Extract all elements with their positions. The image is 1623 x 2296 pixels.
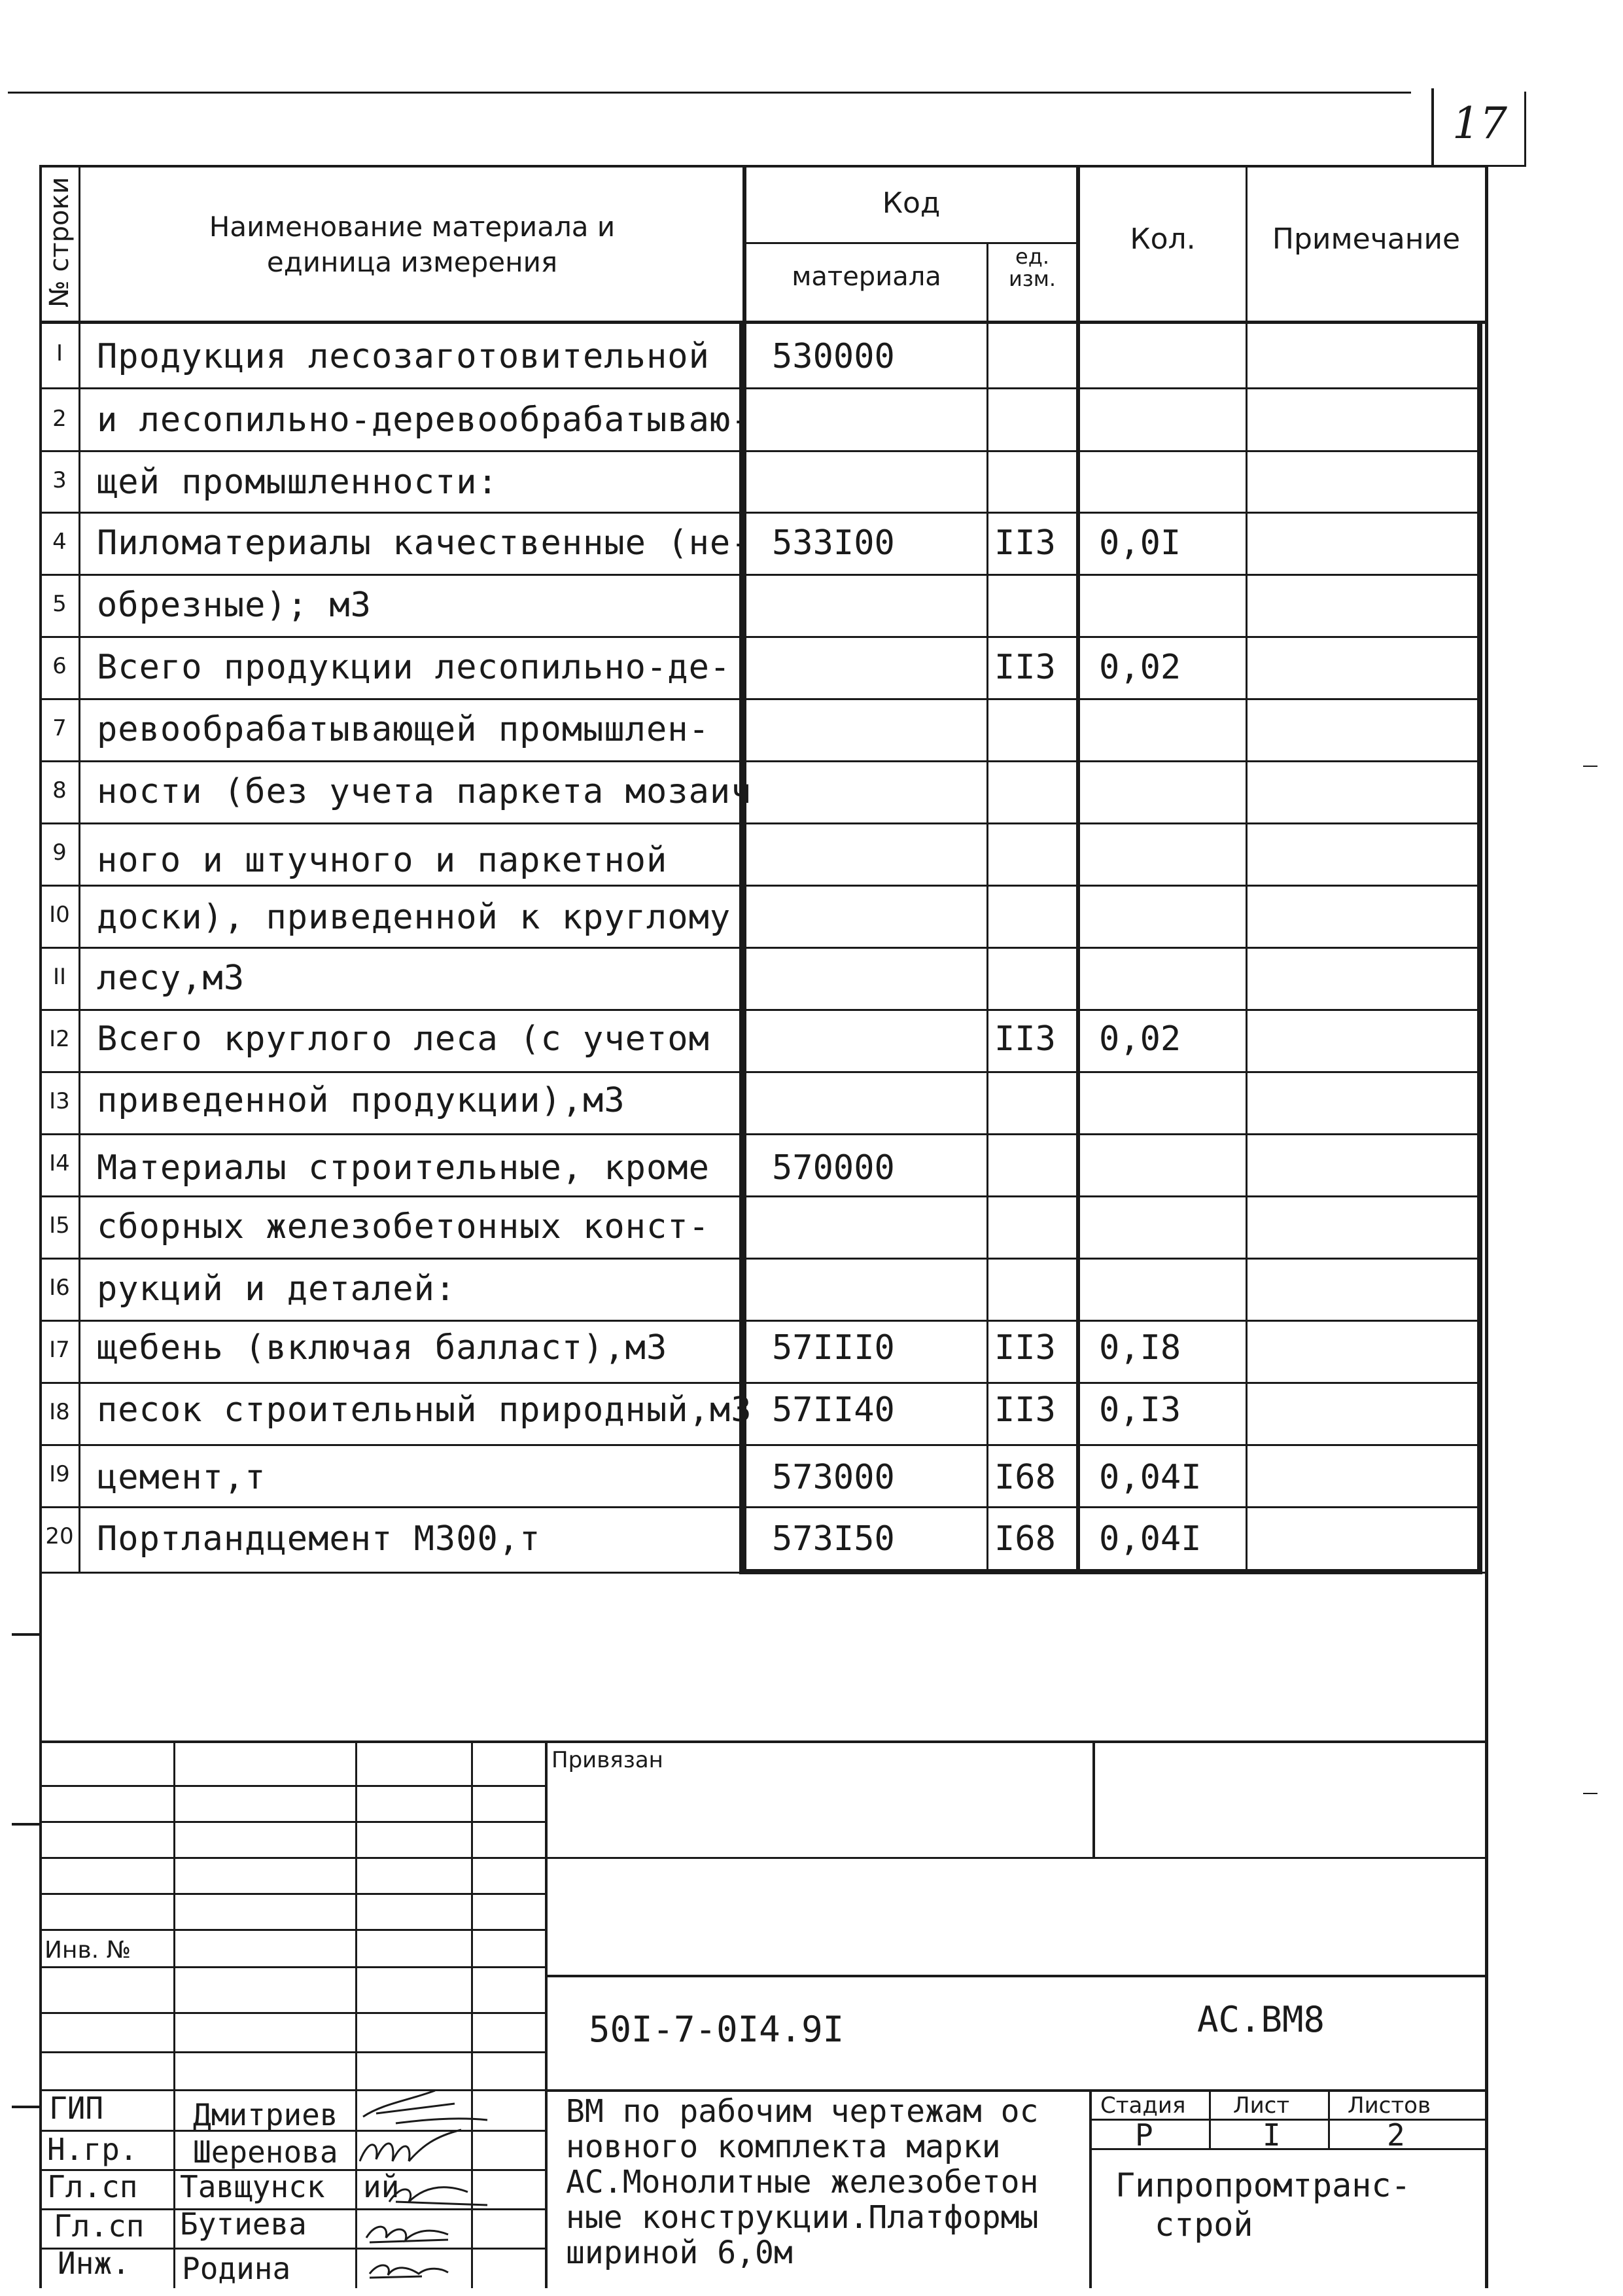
row-number: 2 <box>52 406 67 432</box>
sheet-label: Лист <box>1233 2093 1290 2119</box>
row-number: II <box>52 964 67 990</box>
row-qty: 0,0I <box>1099 523 1181 563</box>
description-line: ВМ по рабочим чертежам ос <box>566 2093 1039 2130</box>
row-name: ного и штучного и паркетной <box>97 841 668 880</box>
row-line <box>39 1382 1478 1384</box>
row-line <box>39 512 1478 514</box>
row-name: Пиломатериалы качественные (не- <box>97 523 752 563</box>
row-code: 573I50 <box>772 1519 895 1559</box>
row-name: песок строительный природный,м3 <box>97 1390 752 1430</box>
organization-line: Гипропромтранс- <box>1115 2166 1411 2204</box>
row-line <box>39 387 1478 389</box>
doc-code: 50I-7-0I4.9I <box>589 2009 845 2050</box>
row-line <box>39 1258 1478 1260</box>
row-line <box>39 450 1478 452</box>
corner-divider <box>1431 88 1434 167</box>
header-code: Код <box>882 186 941 220</box>
col-sep-material <box>986 242 988 1572</box>
sheets-label: Листов <box>1348 2093 1431 2119</box>
row-line <box>39 698 1478 700</box>
tb-grid <box>39 1857 546 1859</box>
tb-line <box>545 2089 1488 2092</box>
row-qty: 0,I8 <box>1099 1328 1181 1368</box>
row-unit: I68 <box>994 1519 1056 1559</box>
row-number: I3 <box>49 1088 70 1114</box>
tb-grid <box>39 1893 546 1895</box>
stage-label: Стадия <box>1100 2093 1186 2119</box>
row-number: I8 <box>49 1399 70 1425</box>
row-line <box>39 760 1478 762</box>
row-number: 5 <box>52 591 67 617</box>
page-number: 17 <box>1452 98 1507 149</box>
drawing-mark: АС.ВМ8 <box>1197 1999 1325 2040</box>
person-role: ГИП <box>49 2091 104 2126</box>
row-code: 570000 <box>772 1148 895 1188</box>
col-sep-unit <box>1076 165 1080 1572</box>
tb-grid <box>39 2012 546 2014</box>
row-number: I6 <box>49 1275 70 1301</box>
row-number: 6 <box>52 653 67 679</box>
row-unit: II3 <box>994 1328 1056 1368</box>
description-line: шириной 6,0м <box>566 2234 793 2271</box>
row-name: цемент,т <box>97 1458 266 1497</box>
margin-tick <box>12 1633 39 1636</box>
tb-line <box>545 1975 1488 1977</box>
row-number: 8 <box>52 777 67 804</box>
row-name: лесу,м3 <box>97 959 245 998</box>
row-line <box>39 822 1478 824</box>
row-line <box>39 574 1478 576</box>
header-bottom <box>39 321 1488 324</box>
row-name: Портландцемент М300,т <box>97 1519 541 1559</box>
row-line <box>39 947 1478 949</box>
row-number: 20 <box>45 1523 74 1549</box>
person-name-continuation: ий <box>363 2169 400 2204</box>
row-name: щей промышленности: <box>97 463 498 502</box>
row-unit: I68 <box>994 1458 1056 1497</box>
header-row-no: № строки <box>44 177 75 308</box>
row-name: доски), приведенной к круглому <box>97 898 731 937</box>
row-code: 57III0 <box>772 1328 895 1368</box>
header-note: Примечание <box>1272 222 1461 256</box>
row-qty: 0,02 <box>1099 1019 1181 1059</box>
person-name: Бутиева <box>180 2206 307 2242</box>
row-code: 533I00 <box>772 523 895 563</box>
data-border-left <box>739 321 744 1572</box>
row-number: 7 <box>52 715 67 741</box>
description-line: ные конструкции.Платформы <box>566 2199 1039 2236</box>
margin-tick <box>1583 1793 1597 1794</box>
row-number: 4 <box>52 529 67 555</box>
row-line <box>39 1444 1478 1446</box>
inv-no-label: Инв. № <box>44 1937 131 1964</box>
row-unit: II3 <box>994 648 1056 687</box>
tb-col-privyazan <box>1092 1740 1095 1858</box>
row-line <box>39 1009 1478 1011</box>
frame-right <box>1485 165 1488 2288</box>
row-number: 9 <box>52 839 67 866</box>
row-number: I5 <box>49 1212 70 1239</box>
header-qty: Кол. <box>1130 222 1196 256</box>
person-name: Шеренова <box>193 2134 338 2170</box>
row-unit: II3 <box>994 523 1056 563</box>
description-line: новного комплекта марки <box>566 2128 1001 2165</box>
row-name: рукций и деталей: <box>97 1269 457 1309</box>
row-line <box>39 636 1478 638</box>
person-role: Инж. <box>58 2246 130 2281</box>
organization <box>1115 2166 1411 2244</box>
row-line <box>39 885 1478 887</box>
tb-grid <box>39 1966 546 1968</box>
row-name: обрезные); м3 <box>97 586 372 625</box>
privyazan-label: Привязан <box>551 1747 663 1773</box>
row-number: I7 <box>49 1337 70 1363</box>
row-name: и лесопильно-деревообрабатываю- <box>97 400 752 440</box>
row-name: Материалы строительные, кроме <box>97 1148 710 1188</box>
row-code: 57II40 <box>772 1390 895 1430</box>
description-line: АС.Монолитные железобетон <box>566 2164 1039 2200</box>
row-name: Всего продукции лесопильно-де- <box>97 648 731 687</box>
row-line <box>39 1071 1478 1073</box>
tb-line <box>545 1857 1488 1859</box>
row-name: Всего круглого леса (с учетом <box>97 1019 710 1059</box>
titleblock-top <box>39 1740 1488 1743</box>
person-name: Дмитриев <box>193 2097 338 2132</box>
person-name: Тавщунск <box>180 2169 325 2204</box>
margin-tick <box>1583 766 1597 767</box>
row-code: 530000 <box>772 337 895 376</box>
stage-value: Р <box>1135 2117 1153 2153</box>
person-role: Гл.сп <box>47 2169 138 2204</box>
tb-grid <box>39 1785 546 1787</box>
row-line <box>39 1320 1478 1322</box>
row-qty: 0,02 <box>1099 648 1181 687</box>
tb-grid <box>39 1821 546 1823</box>
corner-right <box>1524 92 1526 167</box>
sheet-value: I <box>1263 2117 1281 2153</box>
margin-tick <box>12 2106 39 2108</box>
table-bottom <box>39 1572 1488 1574</box>
row-line <box>39 1133 1478 1135</box>
row-name: приведенной продукции),м3 <box>97 1081 625 1120</box>
row-unit: II3 <box>994 1019 1056 1059</box>
person-name: Родина <box>182 2251 291 2286</box>
sheets-value: 2 <box>1387 2117 1405 2153</box>
row-name: ревообрабатывающей промышлен- <box>97 710 710 749</box>
row-code: 573000 <box>772 1458 895 1497</box>
row-qty: 0,I3 <box>1099 1390 1181 1430</box>
row-number: I2 <box>49 1026 70 1052</box>
row-line <box>39 1506 1478 1508</box>
person-role: Н.гр. <box>47 2132 138 2167</box>
header-name: Наименование материала и единица измерения <box>209 211 616 278</box>
row-unit: II3 <box>994 1390 1056 1430</box>
signatures <box>357 2084 507 2287</box>
tb-grid <box>39 2051 546 2053</box>
header-material: материала <box>792 262 941 292</box>
data-border-right <box>1477 321 1482 1572</box>
row-number: 3 <box>52 467 67 493</box>
organization-line: строй <box>1155 2206 1253 2244</box>
description <box>566 2094 1038 2270</box>
top-border <box>8 92 1411 94</box>
row-name: ности (без учета паркета мозаич <box>97 772 752 811</box>
row-qty: 0,04I <box>1099 1458 1202 1497</box>
tb-grid <box>39 1929 546 1931</box>
header-unit: ед. изм. <box>1008 244 1056 291</box>
col-sep-qty <box>1246 165 1248 1572</box>
row-qty: 0,04I <box>1099 1519 1202 1559</box>
row-name: сборных железобетонных конст- <box>97 1207 710 1246</box>
row-number: I0 <box>49 902 70 928</box>
person-role: Гл.сп <box>54 2208 145 2244</box>
row-number: I4 <box>49 1150 70 1176</box>
margin-tick <box>12 1823 39 1826</box>
frame-top <box>39 165 1488 168</box>
row-number: I9 <box>49 1461 70 1487</box>
row-number: I <box>56 340 63 366</box>
row-name: Продукция лесозаготовительной <box>97 337 710 376</box>
row-line <box>39 1195 1478 1197</box>
row-name: щебень (включая балласт),м3 <box>97 1328 668 1368</box>
